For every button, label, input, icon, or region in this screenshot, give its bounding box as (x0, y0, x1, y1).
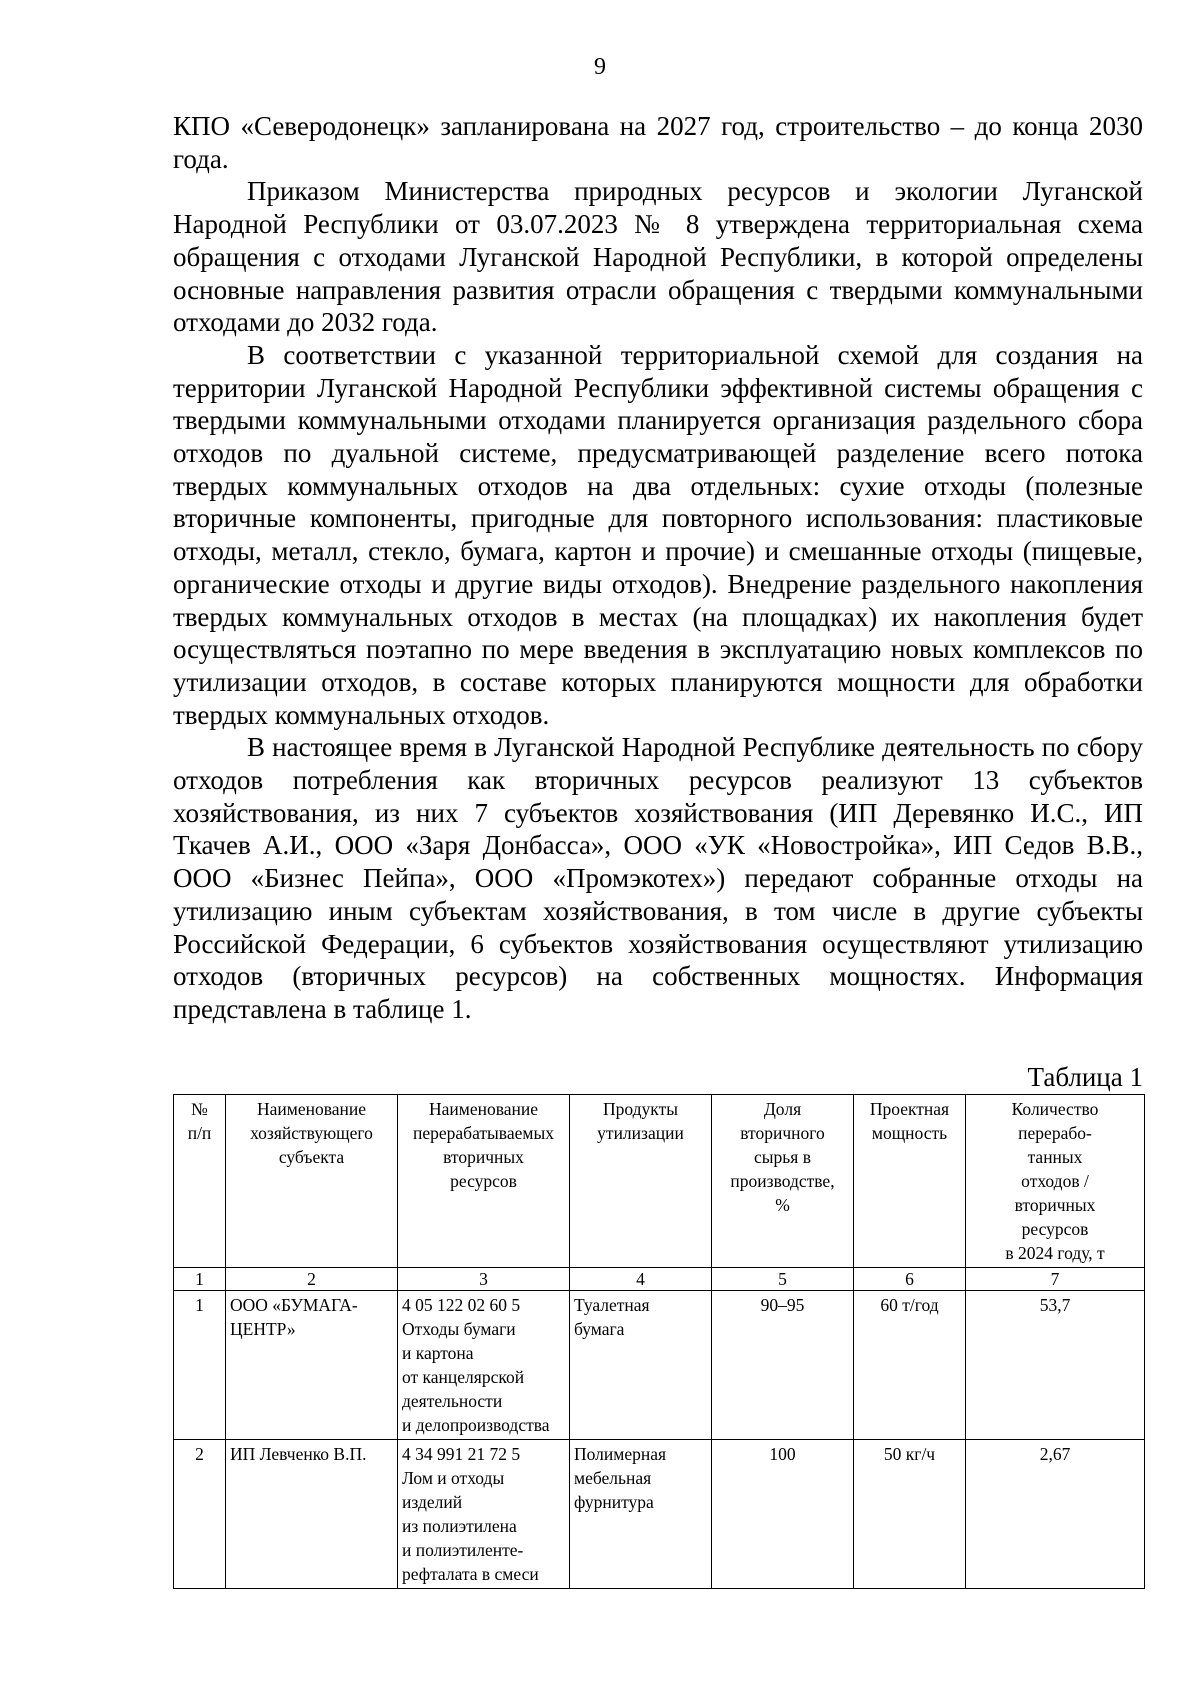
secondary-resources-table (173, 1094, 1145, 1589)
column-number: 2 (226, 1268, 398, 1291)
processed-quantity: 2,67 (966, 1440, 1145, 1589)
column-number: 7 (966, 1268, 1145, 1291)
header-cell: Наименование перерабатываемых вторичных ресурсов (398, 1095, 570, 1268)
entity-name: ИП Левченко В.П. (226, 1440, 398, 1589)
processed-quantity: 53,7 (966, 1291, 1145, 1440)
column-number: 6 (854, 1268, 966, 1291)
utilization-products: Полимерная мебельная фурнитура (570, 1440, 712, 1589)
design-capacity: 50 кг/ч (854, 1440, 966, 1589)
header-cell: Проектная мощность (854, 1095, 966, 1268)
column-number-row (174, 1268, 1145, 1291)
table-row (174, 1291, 1145, 1440)
processed-resources: 4 34 991 21 72 5 Лом и отходы изделий из полиэтилена и полиэтиленте- рефталата в смеси (398, 1440, 570, 1589)
design-capacity: 60 т/год (854, 1291, 966, 1440)
table-row (174, 1440, 1145, 1589)
header-cell: Продукты утилизации (570, 1095, 712, 1268)
header-cell: № п/п (174, 1095, 226, 1268)
paragraph-3: В соответствии с указанной территориальной схемой для создания на территории Луганской Народной Республики эффективной системы обращения с твердыми коммунальными отходами планируется организация раздельного сбора отходов по дуальной системе, предусматривающей разделение всего потока твердых коммунальных отходов на два отдельных: сухие отходы (полезные вторичные компоненты, пригодные для повторного использования: пластиковые отходы, металл, стекло, бумага, картон и прочие) и смешанные отходы (пищевые, органические отходы и другие виды отходов). Внедрение раздельного накопления твердых коммунальных отходов в местах (на площадках) их накопления будет осуществляться поэтапно по мере введения в эксплуатацию новых комплексов по утилизации отходов, в составе которых планируются мощности для обработки твердых коммунальных отходов. (173, 339, 1143, 730)
column-number: 4 (570, 1268, 712, 1291)
entity-name: ООО «БУМАГА- ЦЕНТР» (226, 1291, 398, 1440)
paragraph-1: КПО «Северодонецк» запланирована на 2027 год, строительство – до конца 2030 года. (173, 111, 1143, 174)
table-header-row (174, 1095, 1145, 1268)
header-cell: Количество перерабо- танных отходов / вторичных ресурсов в 2024 году, т (966, 1095, 1145, 1268)
processed-resources: 4 05 122 02 60 5 Отходы бумаги и картона от канцелярской деятельности и делопроизводства (398, 1291, 570, 1440)
page-number: 9 (594, 54, 606, 80)
body-text (173, 110, 1143, 1026)
secondary-share: 90–95 (712, 1291, 854, 1440)
row-number: 2 (174, 1440, 226, 1589)
table-caption: Таблица 1 (1027, 1062, 1143, 1092)
secondary-share: 100 (712, 1440, 854, 1589)
row-number: 1 (174, 1291, 226, 1440)
paragraph-2: Приказом Министерства природных ресурсов и экологии Луганской Народной Республики от 03.07.2023 № 8 утверждена территориальная схема обращения с отходами Луганской Народной Республики, в которой определены основные направления развития отрасли обращения с твердыми коммунальными отходами до 2032 года. (173, 176, 1143, 338)
header-cell: Доля вторичного сырья в производстве, % (712, 1095, 854, 1268)
column-number: 5 (712, 1268, 854, 1291)
column-number: 3 (398, 1268, 570, 1291)
header-cell: Наименование хозяйствующего субъекта (226, 1095, 398, 1268)
column-number: 1 (174, 1268, 226, 1291)
paragraph-4: В настоящее время в Луганской Народной Республике деятельность по сбору отходов потребления как вторичных ресурсов реализуют 13 субъектов хозяйствования, из них 7 субъектов хозяйствования (ИП Деревянко И.С., ИП Ткачев А.И., ООО «Заря Донбасса», ООО «УК «Новостройка», ИП Седов В.В., ООО «Бизнес Пейпа», ООО «Промэкотех») передают собранные отходы на утилизацию иным субъектам хозяйствования, в том числе в другие субъекты Российской Федерации, 6 субъектов хозяйствования осуществляют утилизацию отходов (вторичных ресурсов) на собственных мощностях. Информация представлена в таблице 1. (173, 732, 1143, 1024)
utilization-products: Туалетная бумага (570, 1291, 712, 1440)
